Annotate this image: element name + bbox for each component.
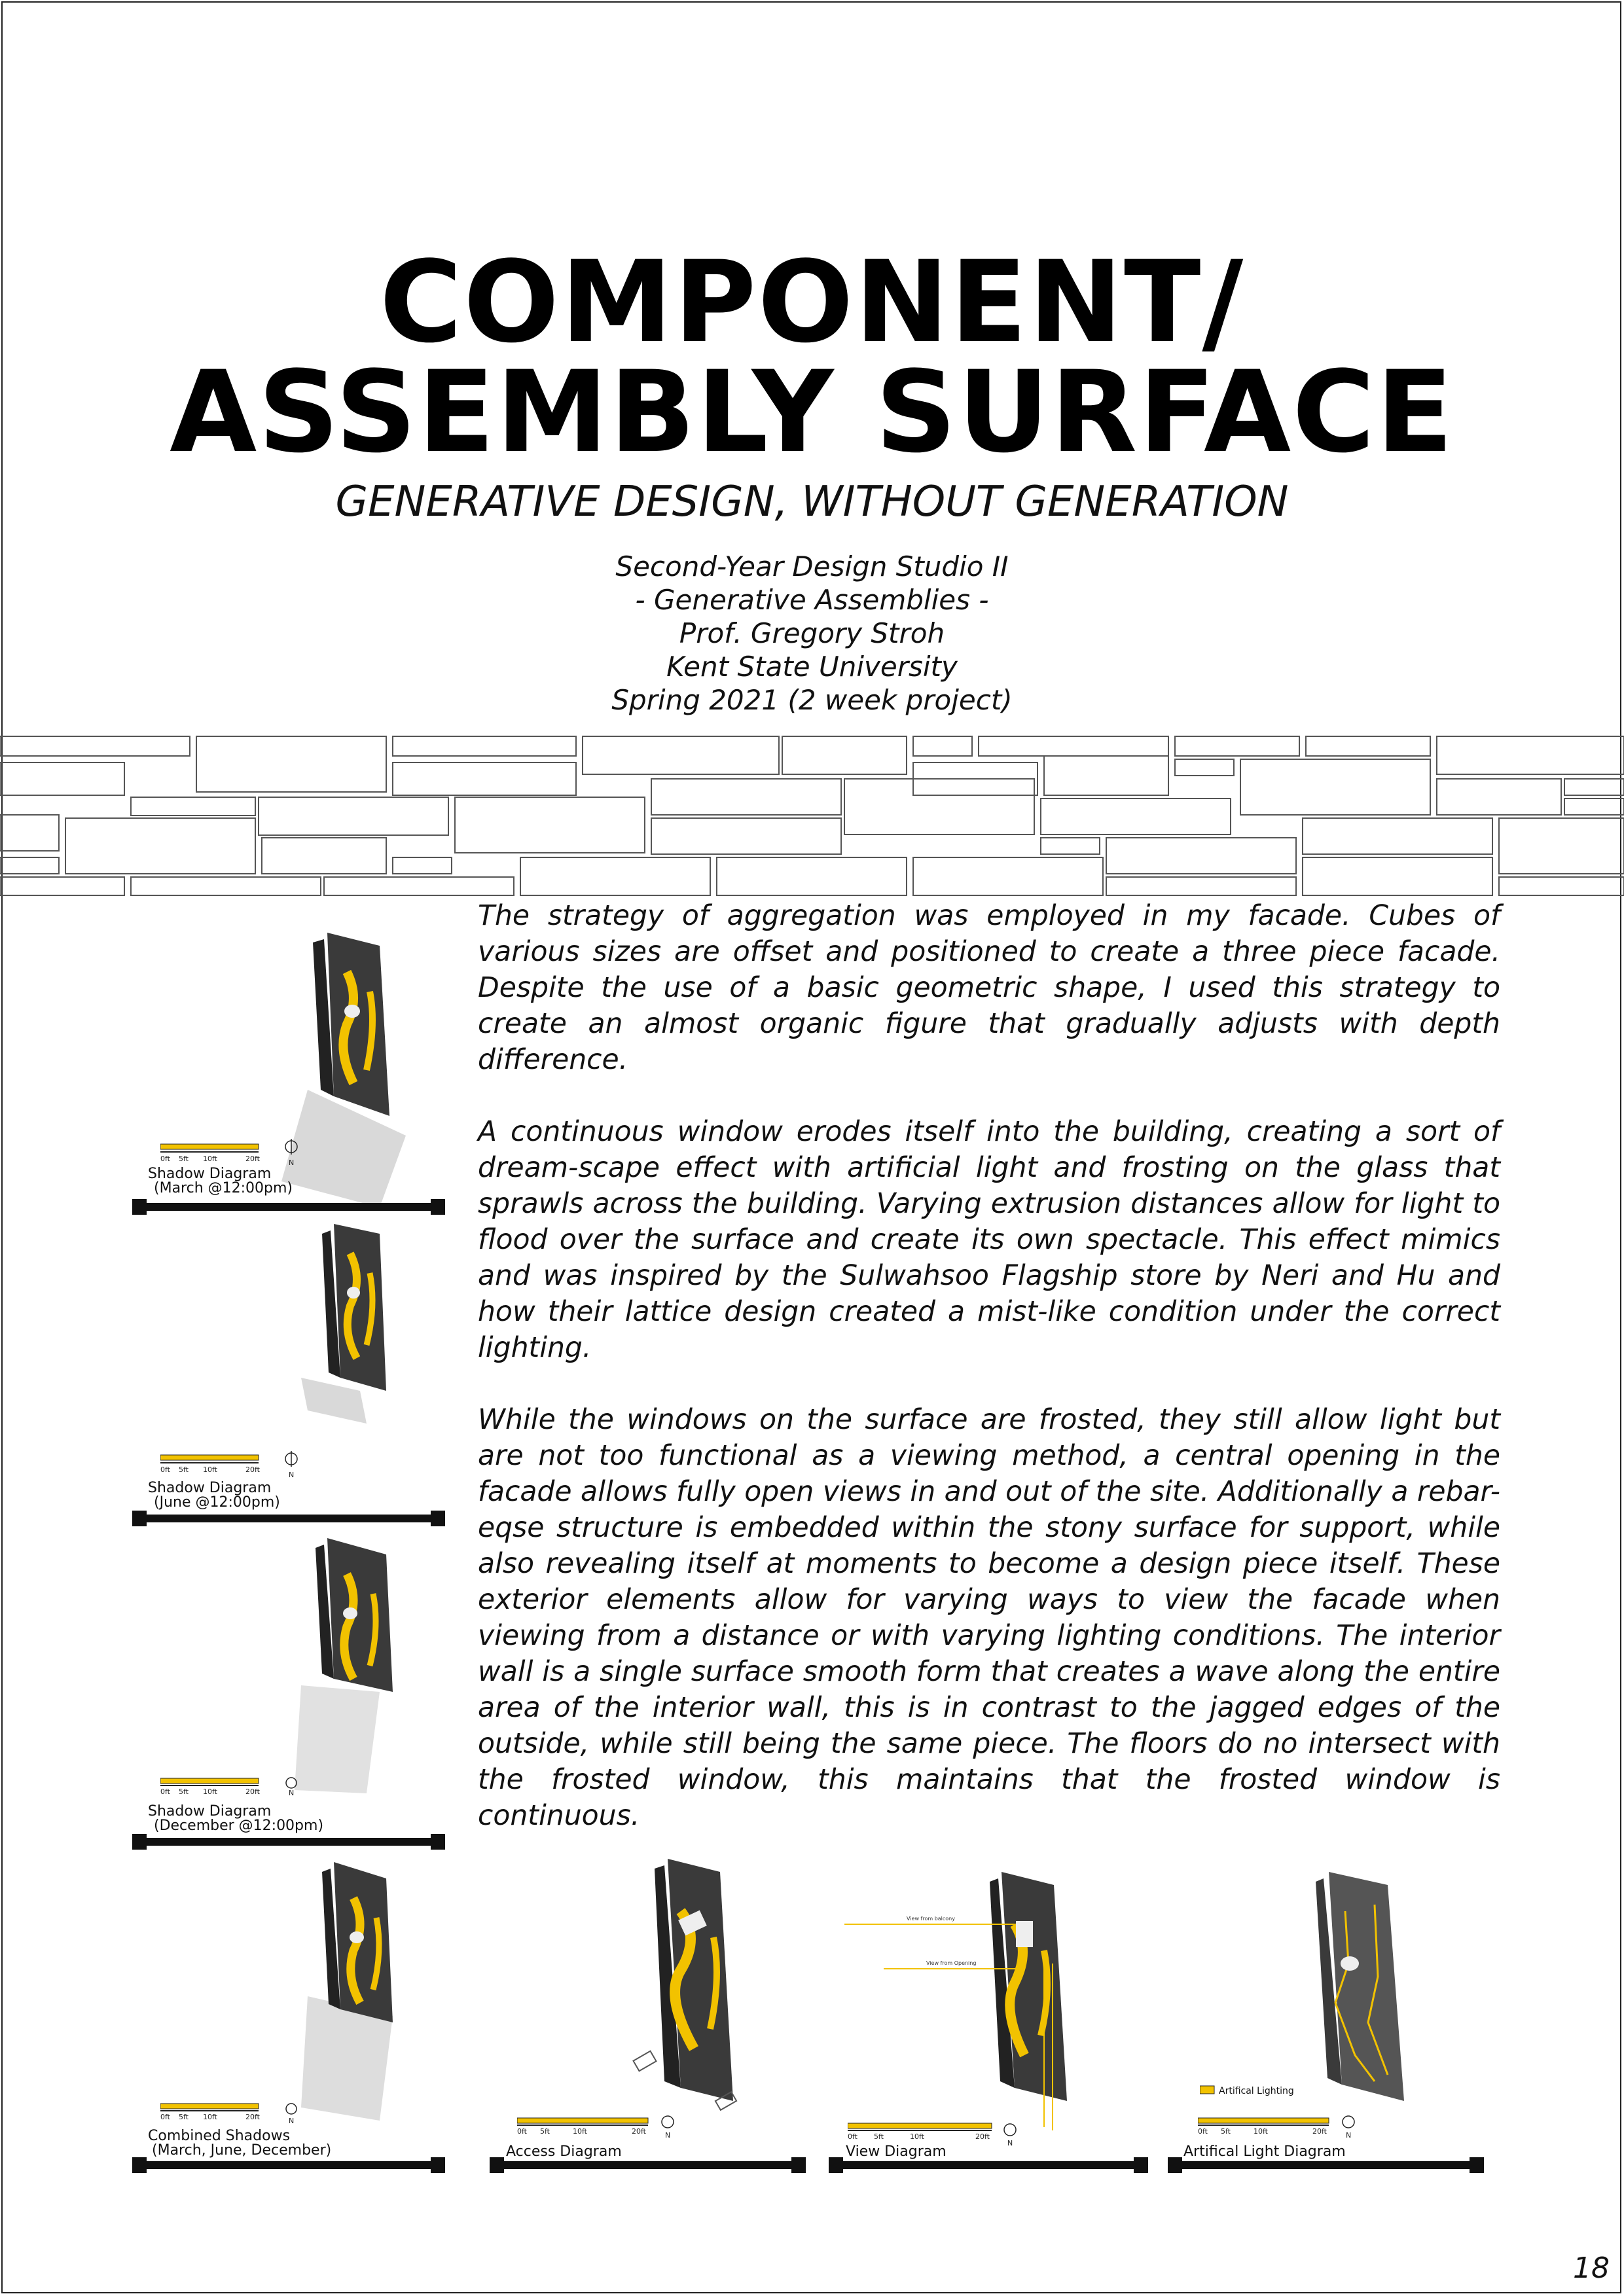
combined-caption-2: (March, June, December): [152, 2142, 332, 2159]
svg-text:0ft: 0ft: [160, 1787, 170, 1796]
north-arrow-icon: [1004, 2124, 1016, 2136]
view-caption: View Diagram: [846, 2144, 947, 2160]
divider-bar: [831, 2161, 1146, 2169]
divider-bar: [135, 2161, 442, 2169]
credit-professor: Prof. Gregory Stroh: [679, 617, 945, 649]
decorative-block-band: [0, 733, 1624, 897]
svg-text:View from Opening: View from Opening: [926, 1960, 977, 1966]
facade-render: [844, 1859, 1152, 2134]
shadow-june-caption-2: (June @12:00pm): [154, 1494, 280, 1511]
svg-text:0ft: 0ft: [160, 2113, 170, 2121]
svg-text:5ft: 5ft: [179, 2113, 189, 2121]
svg-text:0ft: 0ft: [517, 2127, 527, 2136]
svg-text:10ft: 10ft: [203, 1465, 217, 1474]
svg-text:N: N: [289, 2117, 295, 2125]
svg-text:5ft: 5ft: [1221, 2127, 1231, 2136]
north-arrow-icon: [286, 1778, 297, 1788]
shadow-june-caption-1: Shadow Diagram: [148, 1480, 272, 1496]
page-title-line-1: COMPONENT/: [379, 236, 1245, 368]
shadow-march-caption-1: Shadow Diagram: [148, 1166, 272, 1182]
svg-text:10ft: 10ft: [203, 2113, 217, 2121]
svg-text:View from balcony: View from balcony: [907, 1916, 955, 1922]
divider-bar: [135, 1838, 442, 1846]
combined-caption-1: Combined Shadows: [148, 2128, 291, 2144]
light-legend-label: Artifical Lighting: [1219, 2086, 1294, 2096]
svg-text:10ft: 10ft: [203, 1155, 217, 1163]
view-diagram: [844, 1859, 1152, 2134]
divider-bar: [492, 2161, 803, 2169]
svg-text:20ft: 20ft: [245, 1155, 260, 1163]
svg-text:10ft: 10ft: [910, 2132, 924, 2141]
svg-text:N: N: [665, 2131, 671, 2140]
svg-text:N: N: [1007, 2139, 1013, 2147]
divider-bar: [1170, 2161, 1481, 2169]
shadow-december-caption-2: (December @12:00pm): [154, 1818, 324, 1834]
svg-text:20ft: 20ft: [245, 2113, 260, 2121]
svg-text:0ft: 0ft: [1198, 2127, 1208, 2136]
light-caption: Artifical Light Diagram: [1183, 2144, 1346, 2160]
svg-text:N: N: [1346, 2131, 1352, 2140]
svg-text:N: N: [289, 1158, 295, 1167]
scale-bar: [517, 2113, 687, 2142]
page-subtitle: GENERATIVE DESIGN, WITHOUT GENERATION: [335, 478, 1289, 526]
shadow-march-caption-2: (March @12:00pm): [154, 1180, 293, 1196]
scale-bar: [160, 2101, 304, 2127]
svg-text:20ft: 20ft: [632, 2127, 646, 2136]
svg-text:20ft: 20ft: [1312, 2127, 1327, 2136]
svg-text:20ft: 20ft: [975, 2132, 990, 2141]
svg-text:5ft: 5ft: [179, 1465, 189, 1474]
artificial-light-diagram: [1178, 1859, 1479, 2121]
page-number: 18: [1573, 2251, 1610, 2285]
combined-shadows-diagram: [144, 1859, 458, 2134]
credit-studio: - Generative Assemblies -: [635, 584, 989, 616]
access-diagram: [497, 1846, 799, 2134]
description-paragraph: A continuous window erodes itself into the building, creating a sort of dream-scape effect with artificial light and frosting on the glass that sprawls across the building. Varying extrusion distances allow for light to flood over the surface and create its own spectacle. This effect mimics and was inspired by the Sulwahsoo Flagship store by Neri and Hu and how their lattice design created a mist-like condition under the correct lighting.: [478, 1116, 1500, 1364]
svg-text:5ft: 5ft: [540, 2127, 550, 2136]
facade-render: [497, 1846, 799, 2134]
shadow-diagram-december: [144, 1535, 458, 1797]
svg-text:0ft: 0ft: [160, 1465, 170, 1474]
description-paragraph: The strategy of aggregation was employed in my facade. Cubes of various sizes are offset and positioned to create a three piece facade. Despite the use of a basic geometric shape, I used this strategy to create an almost organic figure that gradually adjusts with depth difference.: [478, 900, 1500, 1076]
access-caption: Access Diagram: [506, 2144, 622, 2160]
svg-text:20ft: 20ft: [245, 1465, 260, 1474]
scale-bar: [1198, 2113, 1368, 2142]
credit-university: Kent State University: [666, 651, 958, 683]
project-credits: [0, 550, 1624, 717]
credit-course: Second-Year Design Studio II: [615, 550, 1009, 583]
facade-render: [144, 1535, 458, 1797]
north-arrow-icon: [1343, 2116, 1354, 2128]
svg-text:5ft: 5ft: [179, 1155, 189, 1163]
credit-term: Spring 2021 (2 week project): [611, 684, 1013, 716]
north-arrow-icon: [286, 2104, 297, 2114]
divider-bar: [135, 1203, 442, 1211]
svg-text:0ft: 0ft: [160, 1155, 170, 1163]
shadow-december-caption-1: Shadow Diagram: [148, 1803, 272, 1820]
shadow-diagram-june: [144, 1221, 458, 1482]
svg-text:5ft: 5ft: [179, 1787, 189, 1796]
svg-text:20ft: 20ft: [245, 1787, 260, 1796]
facade-render: [144, 1859, 458, 2134]
svg-text:10ft: 10ft: [203, 1787, 217, 1796]
svg-text:5ft: 5ft: [874, 2132, 884, 2141]
svg-text:10ft: 10ft: [1254, 2127, 1268, 2136]
north-arrow-icon: [662, 2116, 674, 2128]
facade-render: [144, 1221, 458, 1482]
project-description: [478, 898, 1500, 1870]
facade-render: [1178, 1859, 1479, 2121]
svg-text:N: N: [289, 1471, 295, 1479]
divider-bar: [135, 1515, 442, 1522]
description-paragraph: While the windows on the surface are frosted, they still allow light but are not too functional as a viewing method, a central opening in the facade allows fully open views in and out of the site. Additionally a rebar-eqse structure is embedded within the stony surface for support, while also revealing itself at moments to become a design piece itself. These exterior elements allow for varying ways to view the facade when viewing from a distance or with varying lighting conditions. The interior wall is a single surface smooth form that creates a wave along the entire area of the interior wall, this is in contrast to the jagged edges of the outside, while still being the same piece. The floors do no intersect with the frosted window, this maintains that the frosted window is continuous.: [478, 1404, 1500, 1832]
svg-text:0ft: 0ft: [848, 2132, 857, 2141]
page-title-line-2: ASSEMBLY SURFACE: [170, 346, 1454, 478]
svg-text:10ft: 10ft: [573, 2127, 587, 2136]
svg-text:N: N: [289, 1789, 295, 1797]
scale-bar: [160, 1777, 304, 1797]
